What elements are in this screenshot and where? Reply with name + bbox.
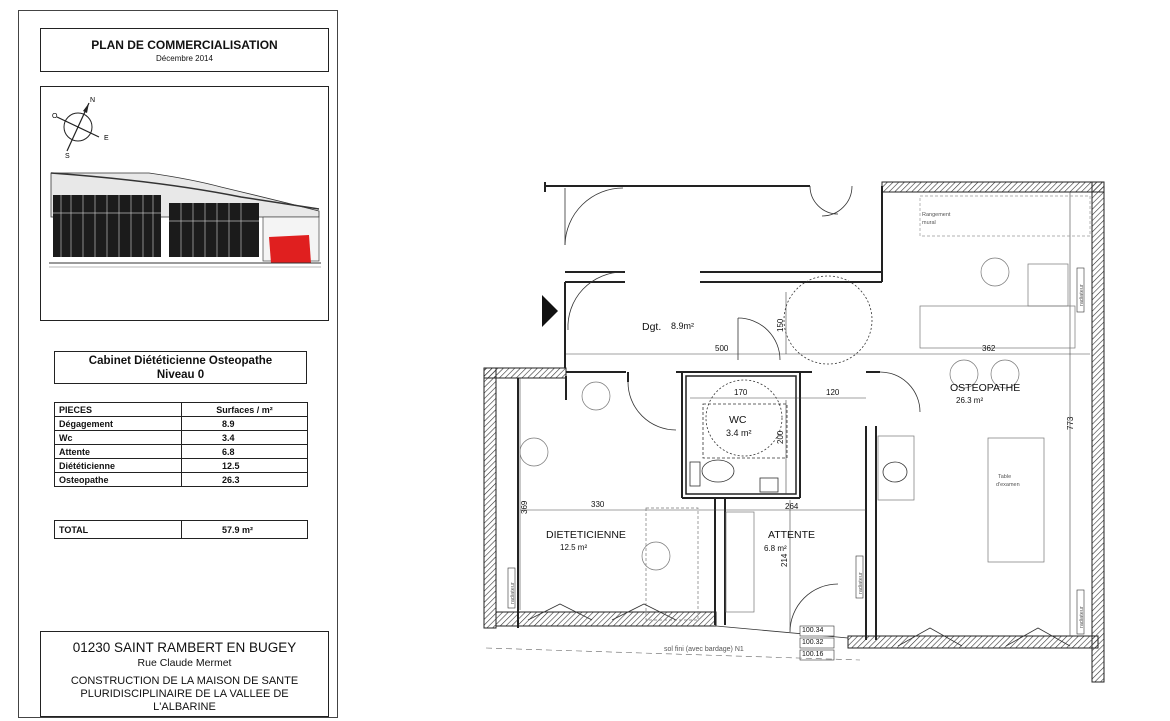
room-diet-name: DIETETICIENNE [546, 529, 626, 541]
interior-walls [518, 182, 882, 640]
row-surface: 12.5 [182, 459, 308, 473]
note-radiateur-1: radiateur [1079, 284, 1085, 306]
dim-150: 150 [776, 318, 785, 332]
sheet-date: Décembre 2014 [156, 54, 213, 63]
row-surface: 6.8 [182, 445, 308, 459]
project-line-3: L'ALBARINE [153, 701, 216, 713]
dim-500: 500 [715, 344, 729, 353]
room-attente-name: ATTENTE [768, 529, 816, 541]
furniture [520, 196, 1090, 620]
dim-330: 330 [591, 500, 605, 509]
note-examen: d'examen [996, 482, 1020, 488]
level-2: 100.32 [802, 639, 824, 646]
level-1: 100.34 [802, 627, 824, 634]
room-osteo-area: 26.3 m² [956, 396, 984, 405]
project-line-1: CONSTRUCTION DE LA MAISON DE SANTE [70, 675, 299, 687]
cabinet-title: Cabinet Diététicienne Osteopathe [88, 355, 273, 367]
row-piece: Wc [55, 431, 182, 445]
room-dgt-area: 8.9m² [671, 321, 695, 331]
compass-s: S [65, 153, 70, 160]
dim-264: 264 [785, 502, 799, 511]
row-piece: Dégagement [55, 417, 182, 431]
note-mural: mural [922, 220, 936, 226]
dimension-lines [520, 192, 1090, 636]
cabinet-level: Niveau 0 [156, 369, 205, 381]
entrance-arrow-icon [542, 295, 558, 327]
total-label: TOTAL [55, 521, 182, 539]
note-radiateur-2: radiateur [1079, 606, 1085, 628]
level-3: 100.16 [802, 651, 824, 658]
header-surfaces: Surfaces / m² [182, 403, 308, 417]
address-line-1: 01230 SAINT RAMBERT EN BUGEY [72, 640, 297, 655]
address-line-2: Rue Claude Mermet [137, 657, 232, 669]
header-pieces: PIECES [55, 403, 182, 417]
note-radiateur-4: radiateur [858, 572, 864, 594]
note-rangement: Rangement [922, 212, 951, 218]
dim-369: 369 [520, 500, 529, 514]
room-diet-area: 12.5 m² [560, 543, 588, 552]
compass-o: O [52, 113, 58, 120]
room-osteo-name: OSTEOPATHE [950, 382, 1021, 394]
note-table: Table [998, 474, 1012, 480]
sheet-title: PLAN DE COMMERCIALISATION [91, 38, 278, 52]
dim-362: 362 [982, 344, 996, 353]
row-surface: 3.4 [182, 431, 308, 445]
compass-e: E [104, 135, 109, 142]
dim-214: 214 [780, 553, 789, 567]
row-piece: Osteopathe [55, 473, 182, 487]
total-value: 57.9 m² [182, 521, 308, 539]
row-surface: 8.9 [182, 417, 308, 431]
note-bardage: sol fini (avec bardage) N1 [664, 646, 744, 653]
compass-n: N [90, 97, 96, 104]
dim-773: 773 [1066, 416, 1075, 430]
exterior-walls [484, 182, 1104, 682]
dim-170: 170 [734, 388, 748, 397]
dim-120: 120 [826, 388, 840, 397]
dim-200: 200 [776, 430, 785, 444]
wc-fixtures [690, 404, 907, 492]
row-piece: Diététicienne [55, 459, 182, 473]
note-radiateur-3: radiateur [510, 582, 516, 604]
row-surface: 26.3 [182, 473, 308, 487]
room-dgt-name: Dgt. [642, 321, 662, 333]
project-line-2: PLURIDISCIPLINAIRE DE LA VALLEE DE [80, 688, 289, 700]
room-wc-name: WC [729, 414, 747, 426]
room-wc-area: 3.4 m² [726, 428, 752, 438]
room-attente-area: 6.8 m² [764, 544, 787, 553]
row-piece: Attente [55, 445, 182, 459]
